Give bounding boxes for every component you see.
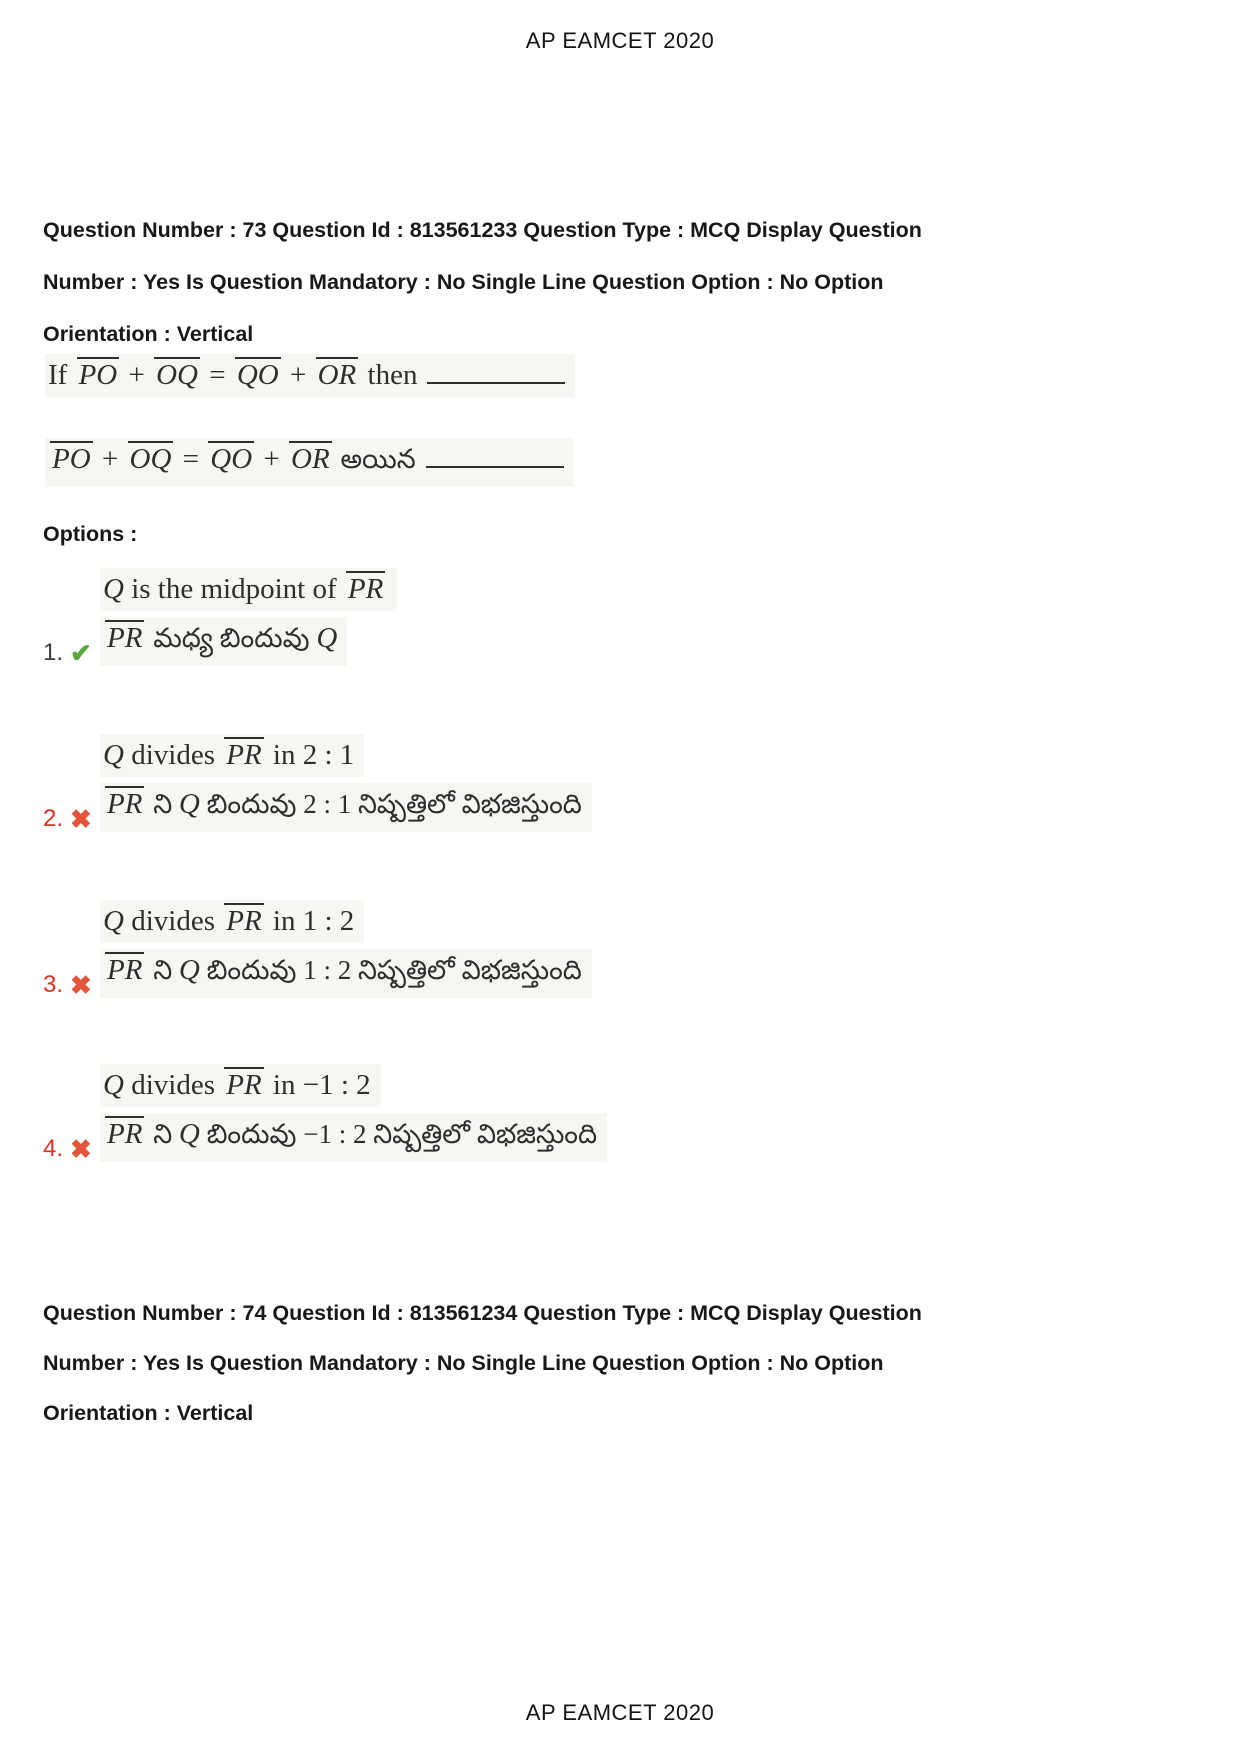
answer-blank bbox=[427, 379, 565, 384]
formula-segment: OQ bbox=[156, 359, 198, 391]
formula-segment: Q bbox=[316, 622, 338, 654]
formula-segment: Q bbox=[103, 573, 124, 605]
formula-segment: is the midpoint of bbox=[123, 573, 344, 605]
formula-segment: PR bbox=[107, 1118, 143, 1150]
option-3-english-text bbox=[100, 900, 364, 943]
formula-segment: If bbox=[48, 359, 75, 391]
question-stem-english bbox=[45, 354, 575, 397]
formula-segment: = bbox=[175, 443, 207, 475]
wrong-cross-icon: ✖ bbox=[70, 1134, 92, 1164]
option-3 bbox=[43, 900, 592, 1004]
correct-check-icon: ✔ bbox=[70, 638, 92, 668]
option-1-english-text bbox=[100, 568, 397, 611]
option-3-marker bbox=[43, 972, 92, 998]
wrong-cross-icon: ✖ bbox=[70, 970, 92, 1000]
option-1-marker bbox=[43, 640, 92, 666]
formula-segment: బిందువు 1 : 2 నిష్పత్తిలో విభజిస్తుంది bbox=[199, 955, 582, 985]
formula-segment: PR bbox=[226, 905, 262, 937]
option-number: 4. bbox=[43, 1135, 64, 1162]
metadata-line: Orientation : Vertical bbox=[43, 322, 254, 346]
formula-segment: బిందువు −1 : 2 నిష్పత్తిలో విభజిస్తుంది bbox=[199, 1119, 598, 1149]
formula-segment: OQ bbox=[129, 443, 172, 475]
formula-segment: divides bbox=[123, 739, 223, 771]
formula-segment: + bbox=[121, 359, 153, 391]
formula-segment: అయిన bbox=[333, 444, 416, 474]
formula-segment: OR bbox=[291, 443, 330, 475]
option-1-telugu-text bbox=[100, 617, 347, 666]
formula-segment: PR bbox=[107, 622, 143, 654]
formula-segment: Q bbox=[103, 1069, 124, 1101]
formula-segment: Q bbox=[103, 739, 124, 771]
formula-segment: = bbox=[202, 359, 233, 391]
options-heading: Options : bbox=[43, 522, 138, 546]
question-74-metadata bbox=[43, 1288, 1210, 1438]
answer-blank bbox=[426, 463, 564, 468]
formula-segment: Q bbox=[103, 905, 124, 937]
option-number: 3. bbox=[43, 971, 64, 998]
option-number: 2. bbox=[43, 805, 64, 832]
formula-segment: in 2 : 1 bbox=[265, 739, 355, 771]
metadata-line: Question Number : 74 Question Id : 813561234 Question Type : MCQ Display Question bbox=[43, 1301, 922, 1325]
formula-segment: ని bbox=[146, 789, 179, 819]
metadata-line: Orientation : Vertical bbox=[43, 1401, 254, 1425]
metadata-line: Number : Yes Is Question Mandatory : No Single Line Question Option : No Option bbox=[43, 270, 884, 294]
formula-segment: మధ్య బిందువు bbox=[146, 623, 317, 653]
metadata-line: Number : Yes Is Question Mandatory : No Single Line Question Option : No Option bbox=[43, 1351, 884, 1375]
formula-segment: PR bbox=[347, 573, 384, 605]
formula-segment: divides bbox=[123, 905, 223, 937]
question-stem-telugu bbox=[45, 438, 574, 487]
formula-segment: + bbox=[94, 443, 126, 475]
formula-segment: divides bbox=[123, 1069, 223, 1101]
option-1 bbox=[43, 568, 397, 672]
formula-segment: Q bbox=[178, 1118, 200, 1150]
option-4-marker bbox=[43, 1136, 92, 1162]
option-2-english-text bbox=[100, 734, 364, 777]
option-2-marker bbox=[43, 806, 92, 832]
option-2 bbox=[43, 734, 592, 838]
formula-segment: ని bbox=[146, 955, 179, 985]
formula-segment: in 1 : 2 bbox=[265, 905, 355, 937]
formula-segment: Q bbox=[178, 954, 200, 986]
formula-segment: QO bbox=[236, 359, 279, 391]
option-4 bbox=[43, 1064, 607, 1168]
option-3-telugu-text bbox=[100, 949, 592, 998]
formula-segment: PO bbox=[52, 443, 91, 475]
page-footer-title: AP EAMCET 2020 bbox=[525, 1700, 715, 1725]
formula-segment: బిందువు 2 : 1 నిష్పత్తిలో విభజిస్తుంది bbox=[199, 789, 582, 819]
formula-segment: + bbox=[282, 359, 314, 391]
formula-segment: then bbox=[360, 359, 418, 391]
metadata-line: Question Number : 73 Question Id : 813561233 Question Type : MCQ Display Question bbox=[43, 218, 922, 242]
option-number: 1. bbox=[43, 639, 64, 666]
option-2-telugu-text bbox=[100, 783, 592, 832]
wrong-cross-icon: ✖ bbox=[70, 804, 92, 834]
formula-segment: PR bbox=[107, 954, 143, 986]
formula-segment: PR bbox=[226, 739, 262, 771]
formula-segment: PR bbox=[107, 788, 143, 820]
formula-segment: + bbox=[256, 443, 288, 475]
option-4-telugu-text bbox=[100, 1113, 607, 1162]
formula-segment: PO bbox=[78, 359, 118, 391]
formula-segment: in −1 : 2 bbox=[265, 1069, 371, 1101]
page-header-title: AP EAMCET 2020 bbox=[525, 28, 715, 53]
formula-segment: OR bbox=[317, 359, 357, 391]
question-73-metadata bbox=[43, 204, 1210, 360]
formula-segment: ని bbox=[146, 1119, 179, 1149]
formula-segment: Q bbox=[178, 788, 200, 820]
formula-segment: PR bbox=[226, 1069, 262, 1101]
option-4-english-text bbox=[100, 1064, 381, 1107]
formula-segment: QO bbox=[210, 443, 253, 475]
